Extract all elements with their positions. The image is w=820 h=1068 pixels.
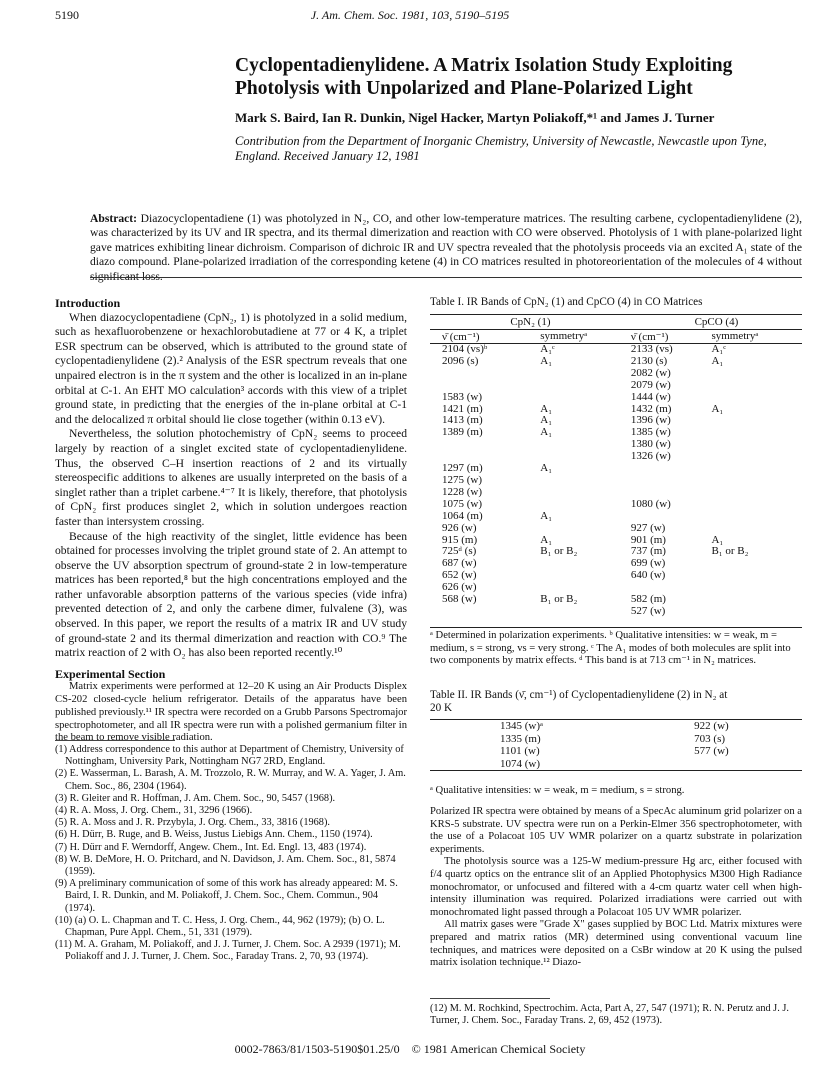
footnote: (9) A preliminary communication of some of this work has already appeared: M. S. Baird, I. R. Dunkin, and M. Poliakoff, J. Chem. Soc., Chem. Commun., 904 (1974).	[55, 878, 398, 914]
table-row	[430, 463, 802, 475]
table-cell	[540, 392, 631, 404]
table-cell	[540, 523, 631, 535]
intro-paragraph: Nevertheless, the solution photochemistry of CpN₂ seems to proceed largely by reaction of a singlet excited state of cyclopentadienylidene. Thus, the observed C–H insertion reactions of 2 and its virtually stereospecific additions to alkenes are usually interpreted on the basis of a singlet rather than a triplet carbene.⁴⁻⁷ It is likely, therefore, that photolysis of CpN₂ first produces singlet 2, which in solution undergoes reaction faster than intersystem crossing.	[55, 427, 407, 528]
table-cell: 1228 (w)	[442, 485, 483, 498]
table-cell	[631, 511, 712, 523]
table-cell: 737 (m)	[630, 545, 666, 558]
table-cell: 652 (w)	[442, 569, 477, 582]
table-cell	[711, 368, 802, 380]
table1-caption: Table I. IR Bands of CpN₂ (1) and CpCO (4) in CO Matrices	[430, 296, 703, 308]
table-row	[430, 758, 802, 771]
table-cell	[430, 380, 540, 392]
table-cell	[631, 475, 712, 487]
table-cell	[711, 594, 802, 606]
table-cell	[711, 582, 802, 594]
author-list: Mark S. Baird, Ian R. Dunkin, Nigel Hacker, Martyn Poliakoff,*¹ and James J. Turner	[235, 110, 715, 125]
table-cell	[711, 499, 802, 511]
running-head: J. Am. Chem. Soc. 1981, 103, 5190–5195	[310, 8, 510, 22]
table-cell: 1413 (m)	[442, 414, 483, 427]
table-cell	[711, 439, 802, 451]
table-cell: 1080 (w)	[630, 497, 671, 510]
table-row	[430, 511, 802, 523]
table1-col-header: ν̄ (cm⁻¹)	[631, 330, 712, 344]
table-cell: 568 (w)	[442, 593, 477, 606]
table-cell: 1345 (w)ᵃ	[500, 720, 544, 732]
table-row	[430, 415, 802, 427]
table-row	[430, 582, 802, 594]
table-row	[430, 356, 802, 368]
table-cell: 1385 (w)	[630, 426, 671, 439]
table-cell: B₁ or B₂	[711, 545, 749, 558]
footnotes-left	[55, 744, 407, 964]
table-cell: A₁	[540, 462, 553, 475]
intro-paragraph: When diazocyclopentadiene (CpN₂, 1) is photolyzed in a solid medium, such as hexafluorobenzene or hexachlorobutadiene at 77 or 4 K, a triplet ESR spectrum can be observed, which is attributed to the ground state of cyclopentadienylidene (2).² Analysis of the ESR spectrum reveals that one unpaired electron is in the π system and the other is localized in an in-plane orbital at C-1. An EHT MO calculation³ accords with this view of a triplet ground state, in predicting that the energies of the in-plane orbital at C-1 and the delocalized π orbital should lie close together (within 0.13 eV).	[55, 310, 407, 426]
table-cell: 582 (m)	[630, 593, 666, 606]
introduction-heading: Introduction	[55, 296, 121, 310]
table-cell	[631, 463, 712, 475]
table-cell: A₁	[711, 354, 724, 367]
table-cell	[711, 570, 802, 582]
table1-group-header: CpN₂ (1)	[510, 316, 551, 328]
right-column-text	[430, 806, 802, 970]
table-cell: 1297 (m)	[442, 462, 483, 475]
table-cell: 1583 (w)	[442, 390, 483, 403]
table-row	[430, 380, 802, 392]
experimental-heading: Experimental Section	[55, 666, 166, 681]
table-cell: 1432 (m)	[630, 402, 672, 415]
table-cell	[430, 606, 540, 618]
affiliation: Contribution from the Department of Inorganic Chemistry, University of Newcastle, Newcastle upon Tyne, England. Received January 12, 1981	[235, 134, 767, 163]
table-cell: 901 (m)	[630, 533, 666, 546]
table-cell: 927 (w)	[630, 521, 666, 534]
footnote: (4) R. A. Moss, J. Org. Chem., 31, 3296 (1966).	[55, 805, 253, 817]
table-cell: A₁	[540, 414, 553, 427]
table1-footnote: ᵃ Determined in polarization experiments. ᵇ Qualitative intensities: w = weak, m = medium, s = strong, vs = very strong. ᶜ The A₁ modes of both molecules are split into two components by matrix effects. ᵈ This band is at 713 cm⁻¹ in N₂ matrices.	[430, 627, 802, 668]
table-cell: 703 (s)	[694, 732, 726, 745]
table-row	[430, 558, 802, 570]
table-row	[430, 546, 802, 558]
table-row	[430, 475, 802, 487]
table-cell	[711, 475, 802, 487]
table-row	[430, 487, 802, 499]
table-cell: 1074 (w)	[500, 757, 541, 770]
table1-col-header: symmetryᵃ	[711, 330, 802, 344]
table-cell: 1275 (w)	[442, 473, 483, 486]
table-row	[430, 451, 802, 463]
body-paragraph: Polarized IR spectra were obtained by means of a SpecAc aluminum grid polarizer on a KRS-5 substrate. UV spectra were run on a Perkin-Elmer 356 spectrophotometer, with the use of a Polacoat 105 UV WMR polarizer on a quartz substrate in polarization experiments.	[430, 806, 802, 855]
page-footer	[0, 1042, 820, 1057]
table-row	[430, 594, 802, 606]
table2	[430, 719, 802, 771]
table-cell: 1444 (w)	[630, 390, 671, 403]
footnote: (1) Address correspondence to this author at Department of Chemistry, University of Nottingham, University Park, Nottingham NG7 2RD, England.	[55, 744, 404, 768]
table1-col-header: ν̄ (cm⁻¹)	[430, 330, 540, 344]
abstract-divider	[90, 277, 802, 278]
table-cell: 2104 (vs)ᵇ	[442, 343, 488, 355]
table2-footnote: ᵃ Qualitative intensities: w = weak, m = medium, s = strong.	[430, 785, 685, 796]
table-cell: 2079 (w)	[630, 378, 671, 391]
table-cell: 1421 (m)	[442, 402, 483, 415]
table-row	[430, 523, 802, 535]
page-number: 5190	[55, 8, 79, 22]
table-cell	[540, 570, 631, 582]
table2-caption: Table II. IR Bands (ν̄, cm⁻¹) of Cyclopentadienylidene (2) in N₂ at 20 K	[430, 689, 728, 714]
table-cell: A₁ᶜ	[540, 343, 555, 355]
table-cell: B₁ or B₂	[540, 593, 578, 606]
table-row	[430, 404, 802, 416]
body-paragraph: The photolysis source was a 125-W medium-pressure Hg arc, either focused with f/4 quartz optics on the entrance slit of an Applied Photophysics M300 High Radiance monochromator, or unfocused and filtered with a 4-cm quartz water cell when high-intensity illumination was required. Polarized irradiations were carried out with monochromated light passed through a Polacoat 105 UV WMR polarizer.	[430, 856, 802, 918]
footnote: (5) R. A. Moss and J. R. Przybyla, J. Org. Chem., 33, 3816 (1968).	[55, 817, 330, 829]
table-cell: 687 (w)	[442, 557, 477, 570]
abstract-text: Diazocyclopentadiene (1) was photolyzed in N₂, CO, and other low-temperature matrices. The resulting carbene, cyclopentadienylidene (2), was characterized by its UV and IR spectra, and its thermal dimerization and reaction with CO were observed. Photolysis of 1 with plane-polarized light gave matrices exhibiting linear dichroism. Comparison of dichroic IR and UV spectra revealed that the photolysis proceeds via an excited A₁ state of the diazo compound. Plane-polarized irradiation of the corresponding ketene (4) in CO matrices resulted in photoreorientation of the molecules of 4 without significant loss.	[90, 212, 802, 283]
table-cell: 1380 (w)	[630, 438, 671, 451]
table-cell: 1335 (m)	[500, 732, 541, 745]
table-cell: B₁ or B₂	[540, 545, 578, 558]
table-cell	[631, 487, 712, 499]
table-cell	[430, 368, 540, 380]
table-cell: 2082 (w)	[630, 366, 671, 379]
abstract-label: Abstract:	[90, 212, 138, 225]
table-cell: 527 (w)	[630, 604, 666, 617]
table1-group-header: CpCO (4)	[694, 316, 739, 328]
table-cell: 640 (w)	[630, 569, 666, 582]
table1-body	[430, 344, 802, 618]
experimental-paragraph: Matrix experiments were performed at 12–20 K using an Air Products Displex CS-202 closed-cycle helium refrigerator. Details of the apparatus have been published previously.¹¹ IR spectra were recorded on a Grubb Parsons Spectromajor spectrophotometer, and all IR spectra were run with a polished germanium filter in the beam to remove visible radiation.	[55, 681, 407, 744]
table-cell: A₁	[711, 402, 724, 415]
issn-code: 0002-7863/81/1503-5190$01.25/0	[234, 1042, 400, 1056]
table-cell	[540, 368, 631, 380]
table-cell: 1075 (w)	[442, 497, 483, 510]
table-cell: 626 (w)	[442, 581, 477, 594]
table-cell: 2133 (vs)	[630, 343, 673, 355]
table-row	[430, 570, 802, 582]
footnote: (10) (a) O. L. Chapman and T. C. Hess, J. Org. Chem., 44, 962 (1979); (b) O. L. Chapman, Pure Appl. Chem., 51, 331 (1979).	[55, 914, 385, 939]
footnote-right: (12) M. M. Rochkind, Spectrochim. Acta, Part A, 27, 547 (1971); R. N. Perutz and J. J. Turner, J. Chem. Soc., Faraday Trans. 2, 69, 452 (1973).	[430, 1003, 789, 1027]
table-row	[430, 745, 802, 758]
article-title: Cyclopentadienylidene. A Matrix Isolation Study Exploiting Photolysis with Unpolarized and Plane-Polarized Light	[235, 55, 733, 99]
intro-paragraph: Because of the high reactivity of the singlet, little evidence has been obtained for processes involving the triplet ground state of 2. An attempt to observe the UV absorption spectrum of ground-state 2 in low-temperature matrices has been reported,⁸ but the high concentrations employed and the rather unfavorable absorption patterns of the various species (vide infra) prevented detection of 2, and only the carbene dimer, fulvalene (3), was observed. In this paper, we report the results of a matrix IR and UV study of ground-state 2 and its thermal dimerization and reaction with CO.⁹ The matrix reaction of 2 with O₂ has also been reported recently.¹⁰	[55, 529, 407, 660]
table-cell: 725ᵈ (s)	[442, 545, 477, 558]
table-cell: 922 (w)	[694, 720, 729, 732]
table-cell	[540, 558, 631, 570]
footnote: (6) H. Dürr, B. Ruge, and B. Weiss, Justus Liebigs Ann. Chem., 1150 (1974).	[55, 829, 373, 841]
table-cell	[711, 415, 802, 427]
table-cell: 1389 (m)	[442, 426, 483, 439]
table-cell: 2096 (s)	[442, 354, 479, 367]
footnote-divider	[430, 998, 550, 999]
table-cell	[711, 463, 802, 475]
table-cell: A₁	[540, 426, 553, 439]
table-cell	[711, 427, 802, 439]
table2-body	[430, 720, 802, 771]
footnote: (11) M. A. Graham, M. Poliakoff, and J. J. Turner, J. Chem. Soc. A 2939 (1971); M. Poliakoff and J. J. Turner, J. Chem. Soc., Faraday Trans. 2, 70, 93 (1974).	[55, 939, 401, 963]
table-cell	[540, 451, 631, 463]
table1-col-header: symmetryᵃ	[540, 330, 631, 344]
table-cell: A₁	[540, 354, 553, 367]
table-row	[430, 368, 802, 380]
footnote-divider	[55, 740, 175, 741]
table-cell	[540, 439, 631, 451]
table-cell: A₁	[540, 533, 553, 546]
table-cell	[430, 439, 540, 451]
table-cell: A₁	[540, 402, 553, 415]
footnote: (2) E. Wasserman, L. Barash, A. M. Trozzolo, R. W. Murray, and W. A. Yager, J. Am. Chem. Soc., 86, 2304 (1964).	[55, 768, 406, 792]
table-row	[430, 606, 802, 618]
table-cell	[540, 499, 631, 511]
table-cell	[711, 451, 802, 463]
table-cell: 2130 (s)	[630, 354, 668, 367]
table-row	[430, 344, 802, 356]
table-cell: 915 (m)	[442, 533, 478, 546]
abstract	[90, 212, 802, 284]
table-row	[430, 733, 802, 746]
table-row	[430, 427, 802, 439]
table-row	[430, 392, 802, 404]
copyright: © 1981 American Chemical Society	[411, 1042, 586, 1056]
table-cell: 1396 (w)	[630, 414, 671, 427]
table-cell: 699 (w)	[630, 557, 666, 570]
body-paragraph: All matrix gases were "Grade X" gases supplied by BOC Ltd. Matrix mixtures were prepared and matrix ratios (MR) determined using conventional vacuum line techniques, and matrices were deposited on a CsBr window at 20 K using the pulsed matrix isolation technique.¹² Diazo-	[430, 919, 802, 969]
footnote: (7) H. Dürr and F. Werndorff, Angew. Chem., Int. Ed. Engl. 13, 483 (1974).	[55, 841, 367, 853]
table-cell	[540, 487, 631, 499]
table-cell	[711, 511, 802, 523]
table-cell: 1064 (m)	[442, 509, 483, 522]
footnote: (8) W. B. DeMore, H. O. Pritchard, and N. Davidson, J. Am. Chem. Soc., 81, 5874 (1959).	[55, 853, 396, 878]
table-cell	[711, 558, 802, 570]
table1	[430, 314, 802, 618]
left-column	[55, 296, 407, 745]
table-cell: A₁	[711, 533, 724, 546]
table-cell: A₁	[540, 509, 553, 522]
table-cell: 926 (w)	[442, 521, 477, 534]
table-cell	[711, 606, 802, 618]
table-row	[430, 720, 802, 733]
table-cell: A₁ᶜ	[711, 343, 727, 355]
table-cell	[711, 380, 802, 392]
table-cell	[540, 475, 631, 487]
table-cell	[711, 523, 802, 535]
table-row	[430, 499, 802, 511]
table-cell	[711, 392, 802, 404]
table-row	[430, 439, 802, 451]
table-cell	[654, 758, 802, 771]
table-cell: 577 (w)	[694, 745, 729, 757]
table-cell	[711, 487, 802, 499]
footnote: (3) R. Gleiter and R. Hoffman, J. Am. Chem. Soc., 90, 5457 (1968).	[55, 792, 336, 804]
table-cell: 1326 (w)	[630, 450, 671, 463]
table-cell	[540, 380, 631, 392]
table-cell: 1101 (w)	[500, 745, 540, 757]
table-cell	[540, 606, 631, 618]
